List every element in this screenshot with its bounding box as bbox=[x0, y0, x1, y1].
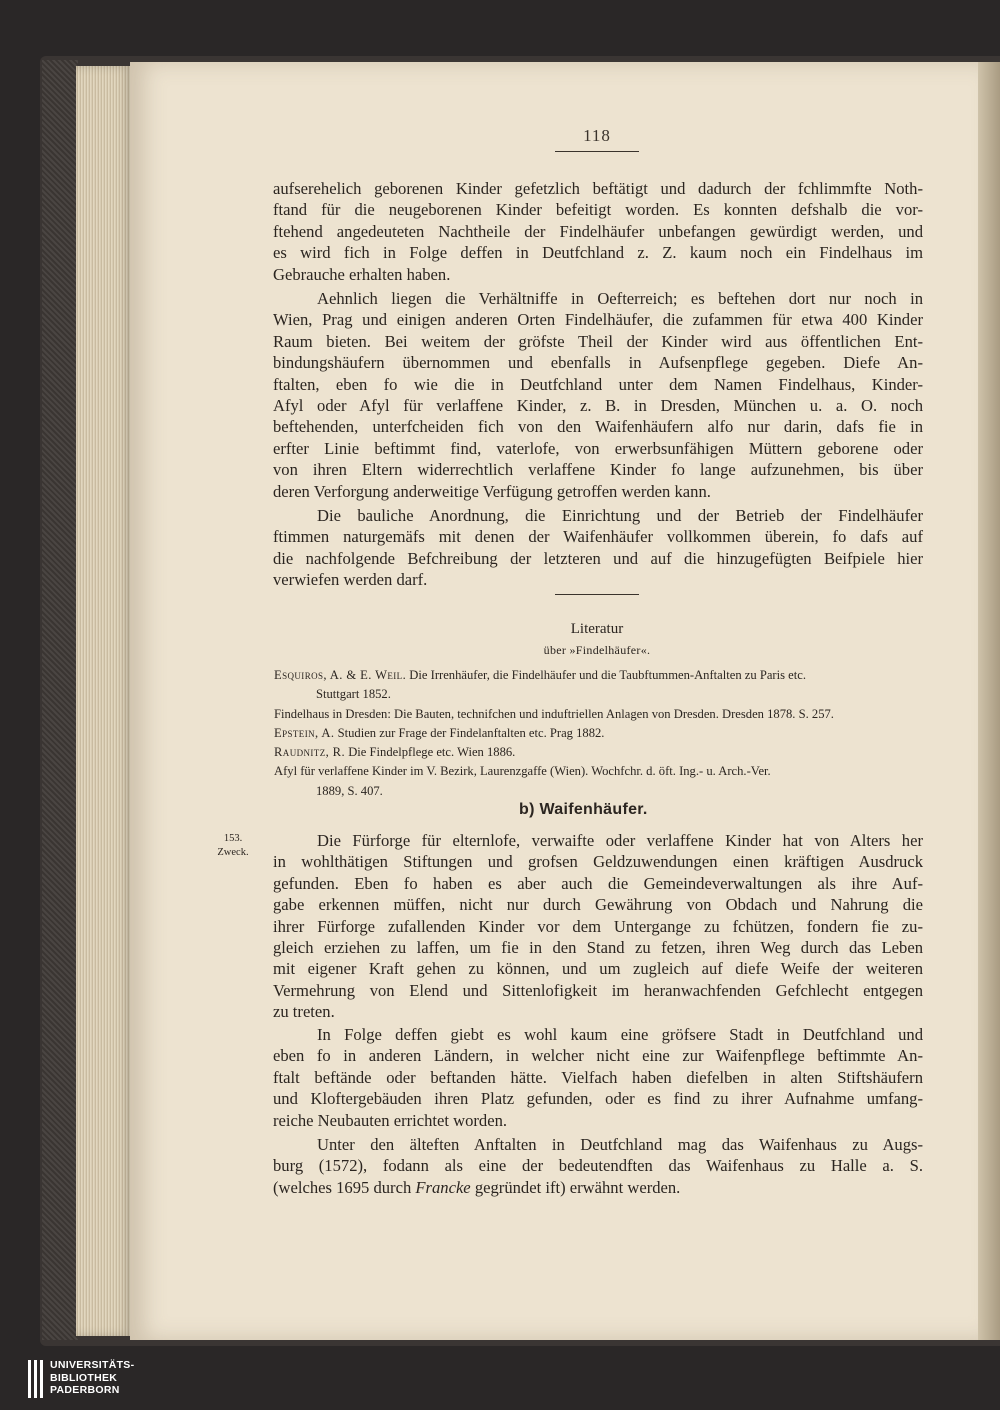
text-line: In Folge deffen giebt es wohl kaum eine gröfsere Stadt in Deutfchland und bbox=[317, 1025, 923, 1044]
text-line: reiche Neubauten errichtet worden. bbox=[273, 1110, 508, 1130]
text-line: Raum bieten. Bei weitem der gröfste Theil der Kinder wird aus öffentlichen Ent- bbox=[273, 331, 923, 351]
library-logo bbox=[28, 1358, 228, 1404]
text-fragment: gegründet ift) erwähnt werden. bbox=[470, 1177, 681, 1197]
paragraph-6 bbox=[273, 1134, 923, 1198]
paragraph-5 bbox=[273, 1024, 923, 1131]
text-line: deren Verforgung anderweitige Verfügung getroffen werden kann. bbox=[273, 481, 711, 501]
library-logo-text bbox=[50, 1359, 134, 1397]
margin-note-number: 153. bbox=[223, 833, 243, 844]
literature-heading: Literatur bbox=[570, 621, 624, 637]
paragraph-2 bbox=[273, 288, 923, 502]
library-logo-line: BIBLIOTHEK bbox=[50, 1371, 118, 1384]
text-line: ftehend angedeuteten Nachtheile der Findelhäufer unbefangen gewürdigt werden, und bbox=[273, 221, 923, 241]
literature-title: Die Findelpflege etc. Wien 1886. bbox=[345, 745, 516, 760]
text-line: aufserehelich geborenen Kinder gefetzlich beftätigt und dadurch der fchlimmfte Noth- bbox=[273, 179, 923, 198]
text-line: Wien, Prag und einigen anderen Orten Findelhäufer, die zufammen für etwa 400 Kinder bbox=[273, 310, 923, 330]
margin-note-label: Zweck. bbox=[217, 847, 249, 858]
text-line: Vermehrung von Elend und Sittenlofigkeit im heranwachfenden Gefchlecht entgegen bbox=[273, 980, 923, 1000]
text-line: erfter Linie beftimmt find, vaterlofe, von erwerbsunfähigen Müttern geborene oder bbox=[273, 438, 923, 458]
page-number: 118 bbox=[583, 126, 611, 145]
text-line: eben fo in anderen Ländern, in welcher nicht eine zur Waifenpflege beftimmte An- bbox=[273, 1046, 923, 1066]
literature-entry bbox=[274, 666, 924, 685]
literature-entry: Findelhaus in Dresden: Die Bauten, technifchen und induftriellen Anlagen von Dresden. Dresden 1878. S. 257. bbox=[274, 706, 834, 721]
text-line: und Kloftergebäuden ihren Platz gefunden, oder es find zu ihrer Aufnahme umfang- bbox=[273, 1089, 923, 1109]
page-right-edge bbox=[978, 62, 1000, 1340]
text-line: Afyl oder Afyl für verlaffene Kinder, z. B. in Dresden, München u. a. O. noch bbox=[273, 396, 923, 416]
paragraph-4 bbox=[273, 830, 923, 1023]
text-line: burg (1572), fodann als eine der bedeutendften das Waifenhaus zu Halle a. S. bbox=[273, 1156, 923, 1176]
text-line: Die bauliche Anordnung, die Einrichtung und der Betrieb der Findelhäufer bbox=[317, 506, 923, 525]
literature-entry-continuation: 1889, S. 407. bbox=[316, 783, 383, 798]
page-edges bbox=[76, 66, 132, 1336]
text-line: Gebrauche erhalten haben. bbox=[273, 264, 451, 284]
text-line: gabe erkennen müffen, nicht nur durch Gewährung von Obdach und Nahrung die bbox=[273, 895, 923, 915]
text-line: die nachfolgende Befchreibung der letzteren und auf die hinzugefügten Beifpiele hier bbox=[273, 548, 923, 568]
literature-title: Studien zur Frage der Findelanftalten etc. Prag 1882. bbox=[334, 725, 605, 740]
literature-author: Esquiros, A. & E. Weil. bbox=[274, 668, 407, 682]
library-logo-icon bbox=[28, 1360, 44, 1400]
literature-author: Epstein, A. bbox=[274, 725, 335, 740]
literature-title: Die Irrenhäufer, die Findelhäufer und die Taubftummen-Anftalten zu Paris etc. bbox=[406, 668, 806, 682]
text-line: beftehenden, unterfcheiden fich von den Waifenhäufern alfo nur darin, dafs fie in bbox=[273, 417, 923, 437]
library-logo-line: PADERBORN bbox=[50, 1384, 120, 1396]
text-line: ftalt beftände oder beftanden hätte. Vielfach haben diefelben in alten Stiftshäufern bbox=[273, 1067, 923, 1087]
text-line: gleich erziehen zu laffen, um fie in den Stand zu fetzen, ihren Weg durch das Leben bbox=[273, 938, 923, 958]
text-line bbox=[273, 1177, 923, 1198]
page-number-rule bbox=[555, 151, 639, 152]
text-fragment: (welches 1695 durch bbox=[273, 1177, 416, 1197]
literature-entry bbox=[274, 743, 924, 762]
literature-entry-continuation: Stuttgart 1852. bbox=[316, 687, 391, 702]
text-line: ftand für die neugeborenen Kinder befeitigt worden. Es konnten defshalb die vor- bbox=[273, 200, 923, 220]
literature-subheading: über »Findelhäufer«. bbox=[543, 643, 651, 657]
literature-list bbox=[274, 666, 924, 801]
text-line: ihrer Fürforge zufallenden Kinder vor dem Untergange zu fchützen, fondern fie zu- bbox=[273, 916, 923, 936]
paragraph-1 bbox=[273, 178, 923, 285]
section-divider bbox=[555, 594, 639, 595]
italic-name: Francke bbox=[415, 1177, 471, 1197]
text-line: Aehnlich liegen die Verhältniffe in Oefterreich; es beftehen dort nur noch in bbox=[317, 289, 923, 308]
text-line: Unter den älteften Anftalten in Deutfchland mag das Waifenhaus zu Augs- bbox=[317, 1135, 923, 1154]
book-spine bbox=[42, 60, 78, 1340]
section-heading: b) Waifenhäufer. bbox=[519, 801, 648, 818]
text-line: ftimmen naturgemäfs mit denen der Waifenhäufer vollkommen überein, fo dafs auf bbox=[273, 527, 923, 547]
text-line: zu treten. bbox=[273, 1002, 335, 1022]
text-line: in wohlthätigen Stiftungen und grofsen Geldzuwendungen einen kräftigen Ausdruck bbox=[273, 852, 923, 872]
text-line: bindungshäufern übernommen und ebenfalls in Aufsenpflege gegeben. Diefe An- bbox=[273, 353, 923, 373]
literature-entry bbox=[274, 724, 924, 743]
text-line: gefunden. Eben fo haben es aber auch die Gemeindeverwaltungen als ihre Auf- bbox=[273, 873, 923, 893]
text-line: von ihren Eltern widerrechtlich verlaffene Kinder fo lange aufzunehmen, bis über bbox=[273, 460, 923, 480]
text-line: mit eigener Kraft gehen zu können, und um zugleich auf diefe Weife der weiteren bbox=[273, 959, 923, 979]
text-line: ftalten, eben fo wie die in Deutfchland unter dem Namen Findelhaus, Kinder- bbox=[273, 374, 923, 394]
text-line: Die Fürforge für elternlofe, verwaifte oder verlaffene Kinder hat von Alters her bbox=[317, 831, 923, 850]
literature-author: Raudnitz, R. bbox=[274, 745, 346, 760]
library-logo-line: UNIVERSITÄTS- bbox=[50, 1359, 135, 1371]
literature-entry: Afyl für verlaffene Kinder im V. Bezirk, Laurenzgaffe (Wien). Wochfchr. d. öft. Ing.- u. Arch.-Ver. bbox=[274, 764, 771, 779]
text-line: es wird fich in Folge deffen in Deutfchland z. Z. kaum noch ein Findelhaus im bbox=[273, 243, 923, 263]
text-line: verwiefen werden darf. bbox=[273, 570, 428, 590]
margin-note bbox=[198, 832, 268, 860]
paragraph-3 bbox=[273, 505, 923, 591]
